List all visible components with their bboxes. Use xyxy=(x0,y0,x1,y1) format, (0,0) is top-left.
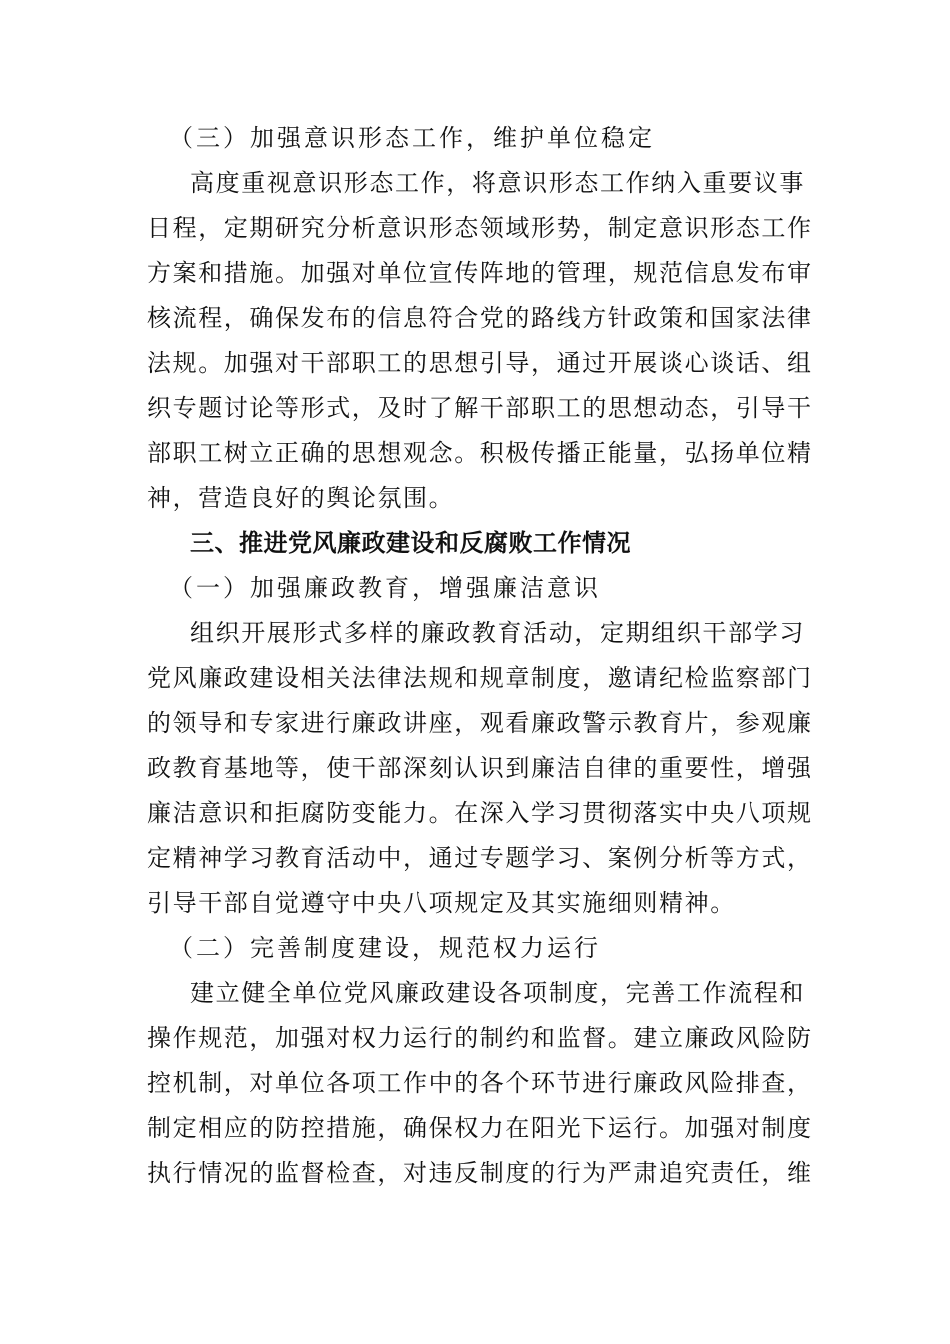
paragraph-line: 法规。加强对干部职工的思想引导，通过开展谈心谈话、组 xyxy=(147,349,813,377)
paragraph-line: 政教育基地等，使干部深刻认识到廉洁自律的重要性，增强 xyxy=(147,754,813,782)
paragraph-line: 党风廉政建设相关法律法规和规章制度，邀请纪检监察部门 xyxy=(147,664,813,692)
paragraph-line: 神，营造良好的舆论氛围。 xyxy=(147,484,455,512)
paragraph-line: 方案和措施。加强对单位宣传阵地的管理，规范信息发布审 xyxy=(147,259,813,287)
paragraph-line: 执行情况的监督检查，对违反制度的行为严肃追究责任，维 xyxy=(147,1159,813,1187)
paragraph-line: 定精神学习教育活动中，通过专题学习、案例分析等方式， xyxy=(147,844,813,872)
paragraph-line: 的领导和专家进行廉政讲座，观看廉政警示教育片，参观廉 xyxy=(147,709,813,737)
paragraph-line: 高度重视意识形态工作，将意识形态工作纳入重要议事 xyxy=(190,169,805,197)
section-heading: 三、推进党风廉政建设和反腐败工作情况 xyxy=(190,529,631,557)
paragraph-line: 组织开展形式多样的廉政教育活动，定期组织干部学习 xyxy=(190,619,805,647)
paragraph-line: 织专题讨论等形式，及时了解干部职工的思想动态，引导干 xyxy=(147,394,813,422)
paragraph-line: 引导干部自觉遵守中央八项规定及其实施细则精神。 xyxy=(147,889,736,917)
paragraph-line: 制定相应的防控措施，确保权力在阳光下运行。加强对制度 xyxy=(147,1114,813,1142)
document-page xyxy=(147,116,813,1196)
subsection-heading: （一）加强廉政教育，增强廉洁意识 xyxy=(169,574,601,602)
paragraph-line: 廉洁意识和拒腐防变能力。在深入学习贯彻落实中央八项规 xyxy=(147,799,813,827)
paragraph-line: 操作规范，加强对权力运行的制约和监督。建立廉政风险防 xyxy=(147,1024,813,1052)
paragraph-line: 控机制，对单位各项工作中的各个环节进行廉政风险排查， xyxy=(147,1069,813,1097)
subsection-heading: （二）完善制度建设，规范权力运行 xyxy=(169,934,601,962)
subsection-heading: （三）加强意识形态工作，维护单位稳定 xyxy=(169,124,655,152)
paragraph-line: 部职工树立正确的思想观念。积极传播正能量，弘扬单位精 xyxy=(147,439,813,467)
paragraph-line: 核流程，确保发布的信息符合党的路线方针政策和国家法律 xyxy=(147,304,813,332)
paragraph-line: 日程，定期研究分析意识形态领域形势，制定意识形态工作 xyxy=(147,214,813,242)
paragraph-line: 建立健全单位党风廉政建设各项制度，完善工作流程和 xyxy=(190,979,805,1007)
